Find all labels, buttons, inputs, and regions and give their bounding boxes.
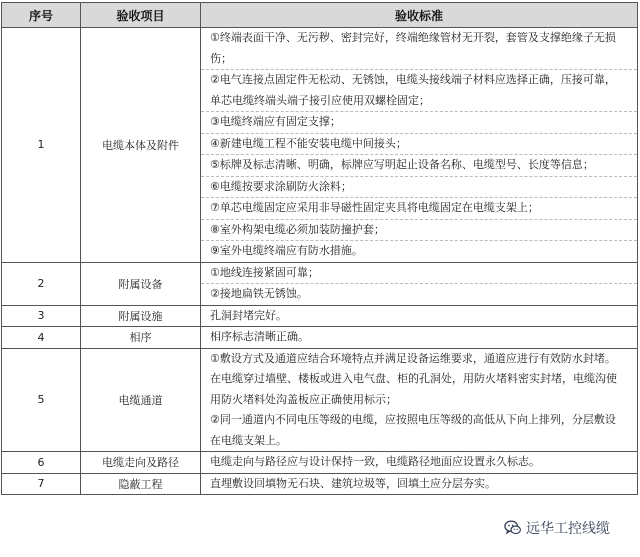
row-item: 电缆走向及路径 — [81, 452, 201, 474]
row-number: 1 — [2, 28, 81, 263]
standard-line: ③电缆终端应有固定支撑； — [201, 111, 637, 133]
standard-line: 孔洞封堵完好。 — [210, 308, 287, 322]
table-row — [2, 327, 638, 349]
row-item: 电缆本体及附件 — [81, 28, 201, 263]
watermark-text: 远华工控线缆 — [526, 521, 610, 537]
row-item: 附属设施 — [81, 305, 201, 327]
standard-line: ①终端表面干净、无污秽、密封完好，终端绝缘管材无开裂，套管及支撑绝缘子无损 — [210, 31, 616, 44]
table-header-row — [2, 3, 638, 28]
standard-line: 伤； — [210, 51, 232, 65]
standard-line: ⑧室外构架电缆必须加装防撞护套； — [201, 219, 637, 241]
wechat-chat-bubble-icon — [504, 519, 522, 537]
row-number: 5 — [2, 348, 81, 452]
header-acceptance-standard: 验收标准 — [201, 3, 638, 28]
table-row — [2, 473, 638, 495]
standard-line: 电缆走向与路径应与设计保持一致，电缆路径地面应设置永久标志。 — [210, 455, 540, 468]
standard-line: ⑤标牌及标志清晰、明确，标牌应写明起止设备名称、电缆型号、长度等信息； — [201, 154, 637, 176]
row-item: 附属设备 — [81, 262, 201, 305]
row-standard — [201, 348, 638, 452]
table-row — [2, 262, 638, 305]
row-standard — [201, 327, 638, 349]
standard-line: 在电缆穿过墙壁、楼板或进入电气盘、柜的孔洞处，用防火堵料密实封堵，电缆沟使 — [210, 372, 617, 385]
standard-line: 相序标志清晰正确。 — [210, 330, 309, 343]
table-row — [2, 28, 638, 263]
standard-line: 用防火堵料处沟盖板应正确使用标示； — [210, 392, 397, 406]
row-number: 7 — [2, 473, 81, 495]
standard-line: 直埋敷设回填物无石块、建筑垃圾等，回填土应分层夯实。 — [210, 476, 496, 490]
row-standard — [201, 262, 638, 305]
row-item: 隐蔽工程 — [81, 473, 201, 495]
row-standard — [201, 452, 638, 474]
row-number: 2 — [2, 262, 81, 305]
table-row — [2, 452, 638, 474]
standard-line: ⑨室外电缆终端应有防水措施。 — [201, 240, 637, 262]
standard-line: ①敷设方式及通道应结合环境特点并满足设备运维要求，通道应进行有效防水封堵。 — [210, 351, 616, 365]
standard-line: ④新建电缆工程不能安装电缆中间接头； — [201, 133, 637, 155]
standard-line: ②电气连接点固定件无松动、无锈蚀，电缆头接线端子材料应选择正确，压接可靠， — [201, 69, 637, 91]
standard-line: ②接地扁铁无锈蚀。 — [201, 283, 637, 305]
standard-line: ②同一通道内不同电压等级的电缆，应按照电压等级的高低从下向上排列，分层敷设 — [210, 413, 616, 426]
header-serial-number: 序号 — [2, 3, 81, 28]
standard-line: ⑥电缆按要求涂刷防火涂料； — [201, 176, 637, 198]
standard-line: 单芯电缆终端头端子接引应使用双螺栓固定； — [210, 93, 430, 107]
row-number: 4 — [2, 327, 81, 349]
row-number: 3 — [2, 305, 81, 327]
acceptance-standards-table — [1, 2, 638, 495]
row-standard — [201, 305, 638, 327]
row-item: 电缆通道 — [81, 348, 201, 452]
row-item: 相序 — [81, 327, 201, 349]
standard-line: 在电缆支架上。 — [210, 433, 287, 447]
row-standard — [201, 473, 638, 495]
table-row — [2, 305, 638, 327]
standard-line: ⑦单芯电缆固定应采用非导磁性固定夹具将电缆固定在电缆支架上； — [201, 197, 637, 219]
row-standard — [201, 28, 638, 263]
row-number: 6 — [2, 452, 81, 474]
standard-line: ①地线连接紧固可靠； — [210, 265, 319, 279]
watermark — [500, 517, 614, 539]
header-acceptance-item: 验收项目 — [81, 3, 201, 28]
table-row — [2, 348, 638, 452]
